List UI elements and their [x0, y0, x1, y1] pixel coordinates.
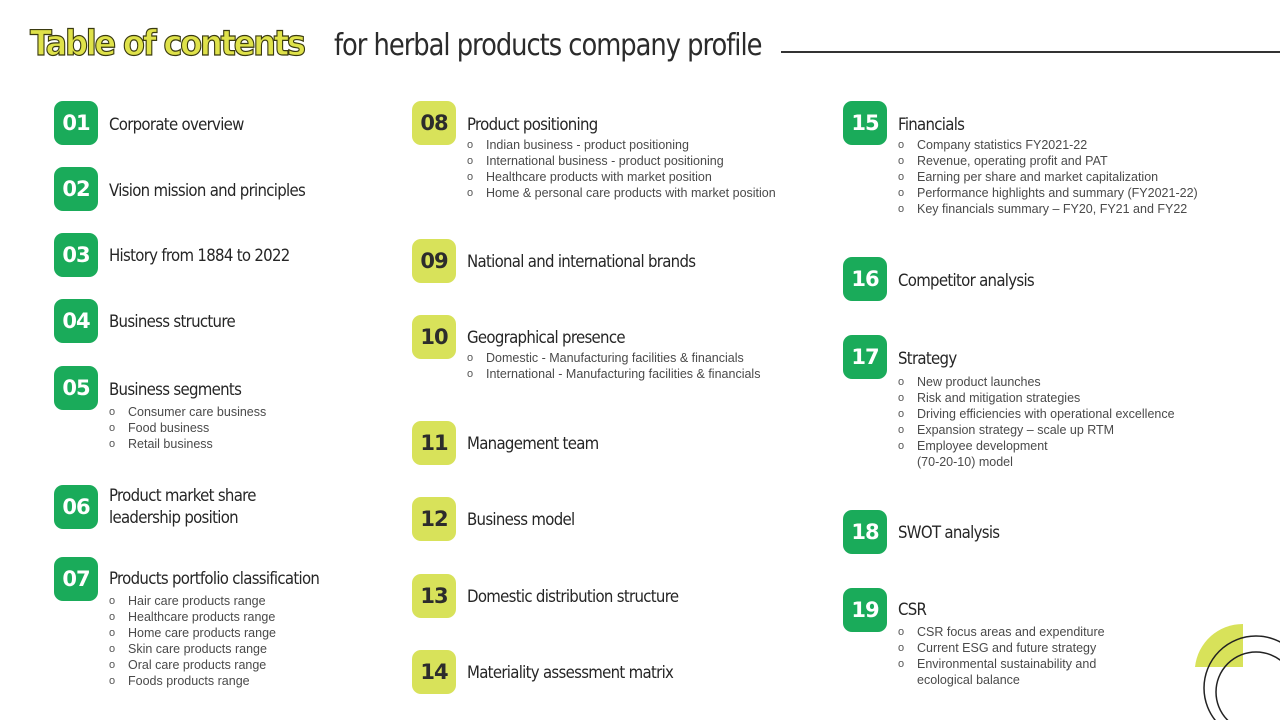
number-badge: 09 — [412, 239, 456, 283]
number-badge: 05 — [54, 366, 98, 410]
number-badge: 19 — [843, 588, 887, 632]
sub-item: o Domestic - Manufacturing facilities & financials — [467, 350, 760, 366]
page-title — [30, 24, 831, 80]
number-badge: 18 — [843, 510, 887, 554]
sub-item: o Company statistics FY2021-22 — [898, 137, 1198, 153]
item-label: National and international brands — [467, 252, 696, 272]
item-label: Competitor analysis — [898, 271, 1035, 291]
number-badge: 06 — [54, 485, 98, 529]
item-label-line: Product market share — [109, 486, 256, 506]
number-badge: 03 — [54, 233, 98, 277]
number-badge: 08 — [412, 101, 456, 145]
item-label: Business model — [467, 510, 575, 530]
sub-item: o Earning per share and market capitalization — [898, 169, 1198, 185]
sub-item: o International - Manufacturing facilities & financials — [467, 366, 760, 382]
sub-item-text: ecological balance — [917, 673, 1020, 687]
sub-item-text: (70-20-10) model — [917, 455, 1013, 469]
number-badge: 11 — [412, 421, 456, 465]
sub-item: o Environmental sustainability and — [898, 656, 1105, 672]
item-label: Financials — [898, 115, 965, 135]
sub-item: o Healthcare products range — [109, 609, 276, 625]
sub-item: o Expansion strategy – scale up RTM — [898, 422, 1175, 438]
sub-item: o International business - product positioning — [467, 153, 776, 169]
number-badge: 01 — [54, 101, 98, 145]
sub-list — [467, 137, 776, 201]
number-badge: 07 — [54, 557, 98, 601]
item-label: Domestic distribution structure — [467, 587, 679, 607]
sub-item-continuation — [898, 454, 1175, 470]
sub-item: o Hair care products range — [109, 593, 276, 609]
sub-list — [898, 374, 1175, 470]
title-highlight: Table of contents — [30, 24, 304, 64]
sub-item: o Foods products range — [109, 673, 276, 689]
number-badge: 04 — [54, 299, 98, 343]
sub-list — [898, 624, 1105, 688]
title-divider — [781, 51, 1280, 53]
item-label: Corporate overview — [109, 115, 244, 135]
item-label — [109, 485, 364, 529]
sub-list — [467, 350, 760, 382]
sub-item: o Current ESG and future strategy — [898, 640, 1105, 656]
number-badge: 12 — [412, 497, 456, 541]
sub-item: o Driving efficiencies with operational excellence — [898, 406, 1175, 422]
sub-list — [109, 404, 266, 452]
item-label: Business segments — [109, 380, 242, 400]
item-label: Product positioning — [467, 115, 598, 135]
sub-item: o Oral care products range — [109, 657, 276, 673]
sub-item: o Revenue, operating profit and PAT — [898, 153, 1198, 169]
sub-item: o Food business — [109, 420, 266, 436]
number-badge: 10 — [412, 315, 456, 359]
sub-item: o Skin care products range — [109, 641, 276, 657]
item-label: CSR — [898, 600, 927, 620]
lime-quarter-shape — [1195, 624, 1243, 667]
item-label: SWOT analysis — [898, 523, 1000, 543]
number-badge: 14 — [412, 650, 456, 694]
item-label: Geographical presence — [467, 328, 625, 348]
item-label: Business structure — [109, 312, 235, 332]
item-label-line: leadership position — [109, 508, 238, 528]
sub-item: o Home care products range — [109, 625, 276, 641]
title-rest: for herbal products company profile — [333, 28, 762, 63]
sub-item: o Indian business - product positioning — [467, 137, 776, 153]
sub-item: o Risk and mitigation strategies — [898, 390, 1175, 406]
sub-item: o New product launches — [898, 374, 1175, 390]
item-label: Strategy — [898, 349, 957, 369]
sub-item: o Home & personal care products with market position — [467, 185, 776, 201]
item-label: Products portfolio classification — [109, 569, 320, 589]
sub-item: o Key financials summary – FY20, FY21 and FY22 — [898, 201, 1198, 217]
sub-list — [898, 137, 1198, 217]
sub-item: o CSR focus areas and expenditure — [898, 624, 1105, 640]
item-label: History from 1884 to 2022 — [109, 246, 290, 266]
number-badge: 02 — [54, 167, 98, 211]
decorative-circles — [1190, 620, 1280, 720]
sub-item: o Healthcare products with market position — [467, 169, 776, 185]
number-badge: 17 — [843, 335, 887, 379]
sub-item: o Employee development — [898, 438, 1175, 454]
sub-list — [109, 593, 276, 689]
number-badge: 15 — [843, 101, 887, 145]
sub-item: o Performance highlights and summary (FY2021-22) — [898, 185, 1198, 201]
item-label: Management team — [467, 434, 599, 454]
sub-item-continuation — [898, 672, 1105, 688]
sub-item: o Retail business — [109, 436, 266, 452]
sub-item: o Consumer care business — [109, 404, 266, 420]
number-badge: 16 — [843, 257, 887, 301]
item-label: Vision mission and principles — [109, 181, 306, 201]
number-badge: 13 — [412, 574, 456, 618]
item-label: Materiality assessment matrix — [467, 663, 674, 683]
